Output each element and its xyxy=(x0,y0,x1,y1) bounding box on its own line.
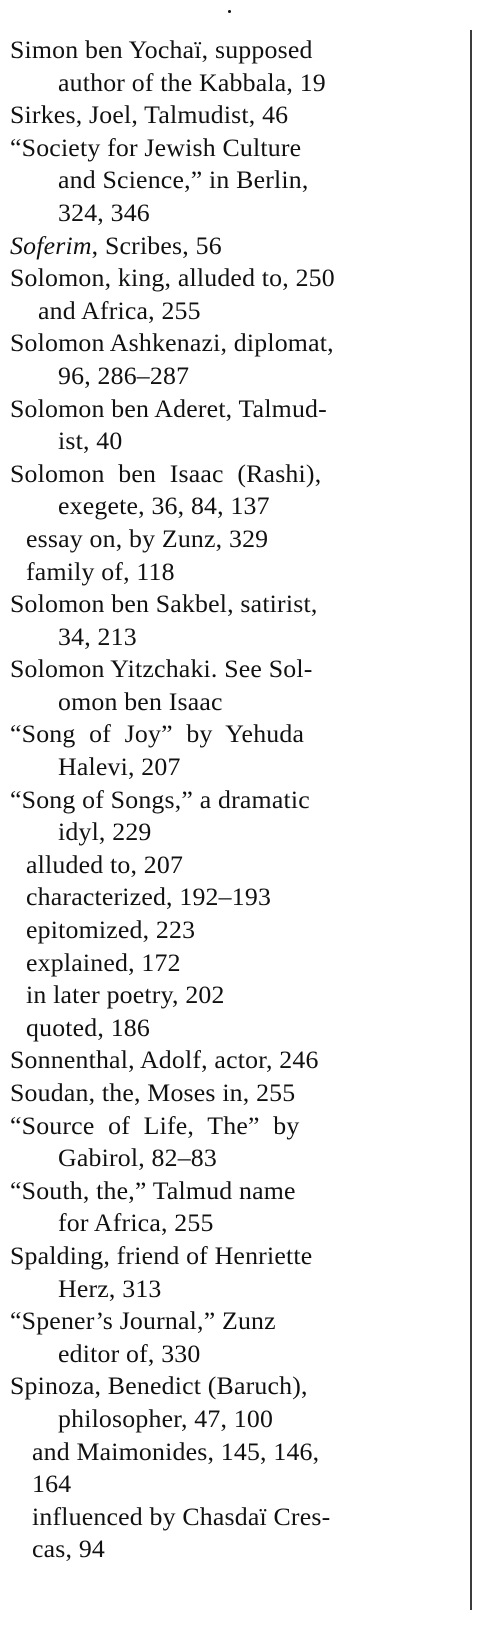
index-subentry xyxy=(10,1501,465,1566)
index-entry xyxy=(10,458,465,523)
index-entry xyxy=(10,718,465,783)
index-subentry xyxy=(10,914,465,947)
index-entry xyxy=(10,1370,465,1435)
index-list xyxy=(10,34,465,1566)
entry-line: exegete, 36, 84, 137 xyxy=(58,491,270,521)
entry-line: Gabirol, 82–83 xyxy=(58,1143,217,1173)
index-entry xyxy=(10,34,465,99)
entry-line: idyl, 229 xyxy=(58,817,152,847)
entry-line: Halevi, 207 xyxy=(58,752,181,782)
entry-line: “South, the,” Talmud name xyxy=(10,1175,296,1205)
index-entry xyxy=(10,262,465,295)
entry-line: editor of, 330 xyxy=(58,1338,201,1368)
entry-line: 164 xyxy=(32,1469,72,1499)
entry-line: Simon ben Yochaï, supposed xyxy=(10,35,313,64)
entry-line: influenced by Chasdaï Cres- xyxy=(32,1501,331,1531)
entry-line: family of, 118 xyxy=(26,556,175,586)
entry-line xyxy=(10,230,465,263)
entry-line: Spinoza, Benedict (Baruch), xyxy=(10,1371,308,1401)
index-subentry xyxy=(10,1012,465,1045)
entry-line: Solomon Yitzchaki. See Sol- xyxy=(10,654,313,684)
entry-line: for Africa, 255 xyxy=(58,1208,214,1238)
entry-line: “Source of Life, The” by xyxy=(10,1110,300,1140)
index-entry xyxy=(10,653,465,718)
entry-line: Solomon, king, alluded to, 250 xyxy=(10,263,335,293)
index-entry xyxy=(10,393,465,458)
entry-line: ist, 40 xyxy=(58,426,123,456)
entry-line: Solomon Ashkenazi, diplomat, xyxy=(10,328,334,358)
entry-line: Solomon ben Aderet, Talmud- xyxy=(10,393,327,423)
entry-line: in later poetry, 202 xyxy=(26,980,225,1010)
entry-line: author of the Kabbala, 19 xyxy=(58,67,326,97)
entry-line: “Spener’s Journal,” Zunz xyxy=(10,1306,276,1336)
entry-line: and Africa, 255 xyxy=(38,295,201,325)
entry-line: Sirkes, Joel, Talmudist, 46 xyxy=(10,100,289,130)
entry-line: Sonnenthal, Adolf, actor, 246 xyxy=(10,1045,319,1075)
page-mark xyxy=(228,10,231,13)
index-entry xyxy=(10,784,465,849)
index-entry xyxy=(10,99,465,132)
entry-line-rest: , Scribes, 56 xyxy=(91,230,222,260)
index-entry xyxy=(10,1305,465,1370)
entry-line: epitomized, 223 xyxy=(26,915,196,945)
index-entry xyxy=(10,1077,465,1110)
entry-line: and Maimonides, 145, 146, xyxy=(32,1436,320,1466)
index-entry xyxy=(10,1044,465,1077)
entry-line: “Song of Joy” by Yehuda xyxy=(10,719,305,749)
index-entry xyxy=(10,230,465,263)
entry-line: Spalding, friend of Henriette xyxy=(10,1240,313,1270)
index-entry xyxy=(10,1110,465,1175)
entry-line: philosopher, 47, 100 xyxy=(58,1403,274,1433)
margin-rule xyxy=(470,30,472,1610)
entry-line: explained, 172 xyxy=(26,947,181,977)
entry-line: 34, 213 xyxy=(58,621,137,651)
entry-line: 324, 346 xyxy=(58,197,150,227)
index-subentry xyxy=(10,1436,465,1501)
entry-line: Herz, 313 xyxy=(58,1273,162,1303)
index-entry xyxy=(10,1240,465,1305)
index-subentry xyxy=(10,523,465,556)
index-subentry xyxy=(10,979,465,1012)
entry-line: characterized, 192–193 xyxy=(26,882,272,912)
index-entry xyxy=(10,1175,465,1240)
index-entry xyxy=(10,588,465,653)
entry-line: Solomon ben Sakbel, satirist, xyxy=(10,589,318,619)
entry-line: alluded to, 207 xyxy=(26,849,184,879)
entry-line: Soudan, the, Moses in, 255 xyxy=(10,1078,296,1107)
entry-line: and Science,” in Berlin, xyxy=(58,165,309,195)
entry-line: omon ben Isaac xyxy=(58,686,223,716)
index-entry xyxy=(10,327,465,392)
entry-italic-term: Soferim xyxy=(10,230,92,260)
entry-line: Solomon ben Isaac (Rashi), xyxy=(10,458,322,488)
entry-line: quoted, 186 xyxy=(26,1012,151,1042)
index-subentry xyxy=(10,556,465,589)
index-subentry xyxy=(10,881,465,914)
index-subentry xyxy=(10,295,465,328)
entry-line: “Society for Jewish Culture xyxy=(10,132,302,162)
entry-line: 96, 286–287 xyxy=(58,360,190,390)
index-subentry xyxy=(10,947,465,980)
index-entry xyxy=(10,132,465,230)
entry-line: “Song of Songs,” a dramatic xyxy=(10,784,310,814)
entry-line: cas, 94 xyxy=(32,1534,106,1564)
index-subentry xyxy=(10,849,465,882)
entry-line: essay on, by Zunz, 329 xyxy=(26,523,269,553)
